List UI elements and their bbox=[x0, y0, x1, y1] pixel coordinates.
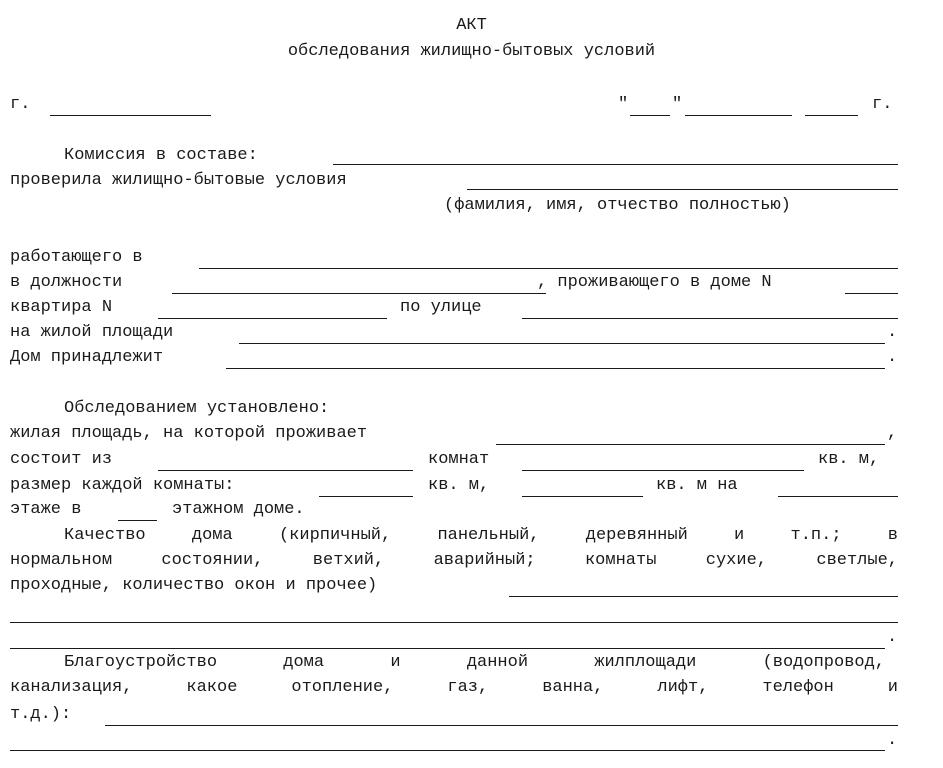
total-area-field[interactable] bbox=[522, 470, 804, 471]
city-prefix: г. bbox=[10, 95, 31, 114]
word: данной bbox=[466, 653, 529, 672]
quality-line-3: проходные, количество окон и прочее) bbox=[10, 576, 378, 595]
date-quote-open: " bbox=[618, 95, 629, 114]
rooms-count-field[interactable] bbox=[158, 470, 413, 471]
quality-field-line-3[interactable] bbox=[10, 648, 885, 649]
word: канализация, bbox=[10, 678, 133, 697]
period-mark: . bbox=[887, 348, 898, 367]
word: в bbox=[887, 526, 898, 545]
word: аварийный; bbox=[433, 551, 536, 570]
word: нормальном bbox=[10, 551, 113, 570]
word: и bbox=[390, 653, 401, 672]
position-label: в должности bbox=[10, 273, 123, 292]
house-owner-field[interactable] bbox=[226, 368, 885, 369]
word: и bbox=[734, 526, 745, 545]
commission-label: Комиссия в составе: bbox=[64, 146, 258, 165]
period-mark: . bbox=[887, 628, 898, 647]
word: ванна, bbox=[542, 678, 604, 697]
street-field[interactable] bbox=[522, 318, 898, 319]
word: отопление, bbox=[291, 678, 394, 697]
consists-label: состоит из bbox=[10, 450, 113, 469]
quality-field[interactable] bbox=[509, 596, 898, 597]
word: т.п.; bbox=[790, 526, 842, 545]
living-area-field[interactable] bbox=[239, 343, 885, 344]
fio-hint: (фамилия, имя, отчество полностью) bbox=[444, 196, 791, 215]
document-subtitle: обследования жилищно-бытовых условий bbox=[287, 42, 656, 61]
quality-field-line-2[interactable] bbox=[10, 622, 898, 623]
residing-area-field[interactable] bbox=[496, 444, 885, 445]
comma-mark: , bbox=[887, 424, 898, 443]
residing-area-label: жилая площадь, на которой проживает bbox=[10, 424, 368, 443]
floor-prefix: этаже в bbox=[10, 500, 82, 519]
word: Качество bbox=[64, 526, 146, 545]
word: Благоустройство bbox=[64, 653, 218, 672]
period-mark: . bbox=[887, 731, 898, 750]
floor-suffix: этажном доме. bbox=[172, 500, 305, 519]
floor-number-field[interactable] bbox=[778, 496, 898, 497]
survey-label: Обследованием установлено: bbox=[64, 399, 330, 418]
street-label: по улице bbox=[400, 298, 482, 317]
year-suffix: г. bbox=[872, 95, 893, 114]
date-month-field[interactable] bbox=[685, 115, 792, 116]
word: (водопровод, bbox=[762, 653, 885, 672]
apartment-field[interactable] bbox=[158, 318, 387, 319]
room-size-field-1[interactable] bbox=[319, 496, 413, 497]
word: состоянии, bbox=[161, 551, 264, 570]
word: какое bbox=[186, 678, 238, 697]
word: светлые, bbox=[816, 551, 898, 570]
word: газ, bbox=[447, 678, 489, 697]
position-field[interactable] bbox=[172, 293, 546, 294]
amenities-field-line-2[interactable] bbox=[10, 750, 885, 751]
amenities-field[interactable] bbox=[105, 725, 898, 726]
date-quote-close: " bbox=[672, 95, 683, 114]
fio-field[interactable] bbox=[467, 189, 898, 190]
date-day-field[interactable] bbox=[630, 115, 670, 116]
word: дома bbox=[283, 653, 325, 672]
sqm-on-label: кв. м на bbox=[656, 476, 738, 495]
word: телефон bbox=[762, 678, 834, 697]
word: жилплощади bbox=[594, 653, 697, 672]
room-size-field-2[interactable] bbox=[522, 496, 643, 497]
sqm-comma-label-2: кв. м, bbox=[428, 476, 490, 495]
living-area-label: на жилой площади bbox=[10, 323, 174, 342]
word: деревянный bbox=[585, 526, 688, 545]
period-mark: . bbox=[887, 323, 898, 342]
floors-total-field[interactable] bbox=[118, 520, 157, 521]
rooms-label: комнат bbox=[428, 450, 490, 469]
word: дома bbox=[191, 526, 233, 545]
word: (кирпичный, bbox=[278, 526, 392, 545]
working-label: работающего в bbox=[10, 248, 143, 267]
word: и bbox=[887, 678, 898, 697]
word: лифт, bbox=[657, 678, 709, 697]
workplace-field[interactable] bbox=[199, 268, 898, 269]
living-label: , проживающего в доме N bbox=[537, 273, 772, 292]
apartment-label: квартира N bbox=[10, 298, 113, 317]
house-owner-label: Дом принадлежит bbox=[10, 348, 164, 367]
word: панельный, bbox=[437, 526, 540, 545]
amenities-line-3: т.д.): bbox=[10, 705, 72, 724]
house-number-field[interactable] bbox=[845, 293, 898, 294]
city-field[interactable] bbox=[50, 115, 211, 116]
sqm-comma-label: кв. м, bbox=[818, 450, 880, 469]
word: сухие, bbox=[705, 551, 767, 570]
commission-field[interactable] bbox=[333, 164, 898, 165]
date-year-field[interactable] bbox=[805, 115, 858, 116]
document-title: АКТ bbox=[456, 16, 487, 35]
checked-label: проверила жилищно-бытовые условия bbox=[10, 171, 347, 190]
room-size-label: размер каждой комнаты: bbox=[10, 476, 235, 495]
word: комнаты bbox=[584, 551, 657, 570]
word: ветхий, bbox=[312, 551, 385, 570]
